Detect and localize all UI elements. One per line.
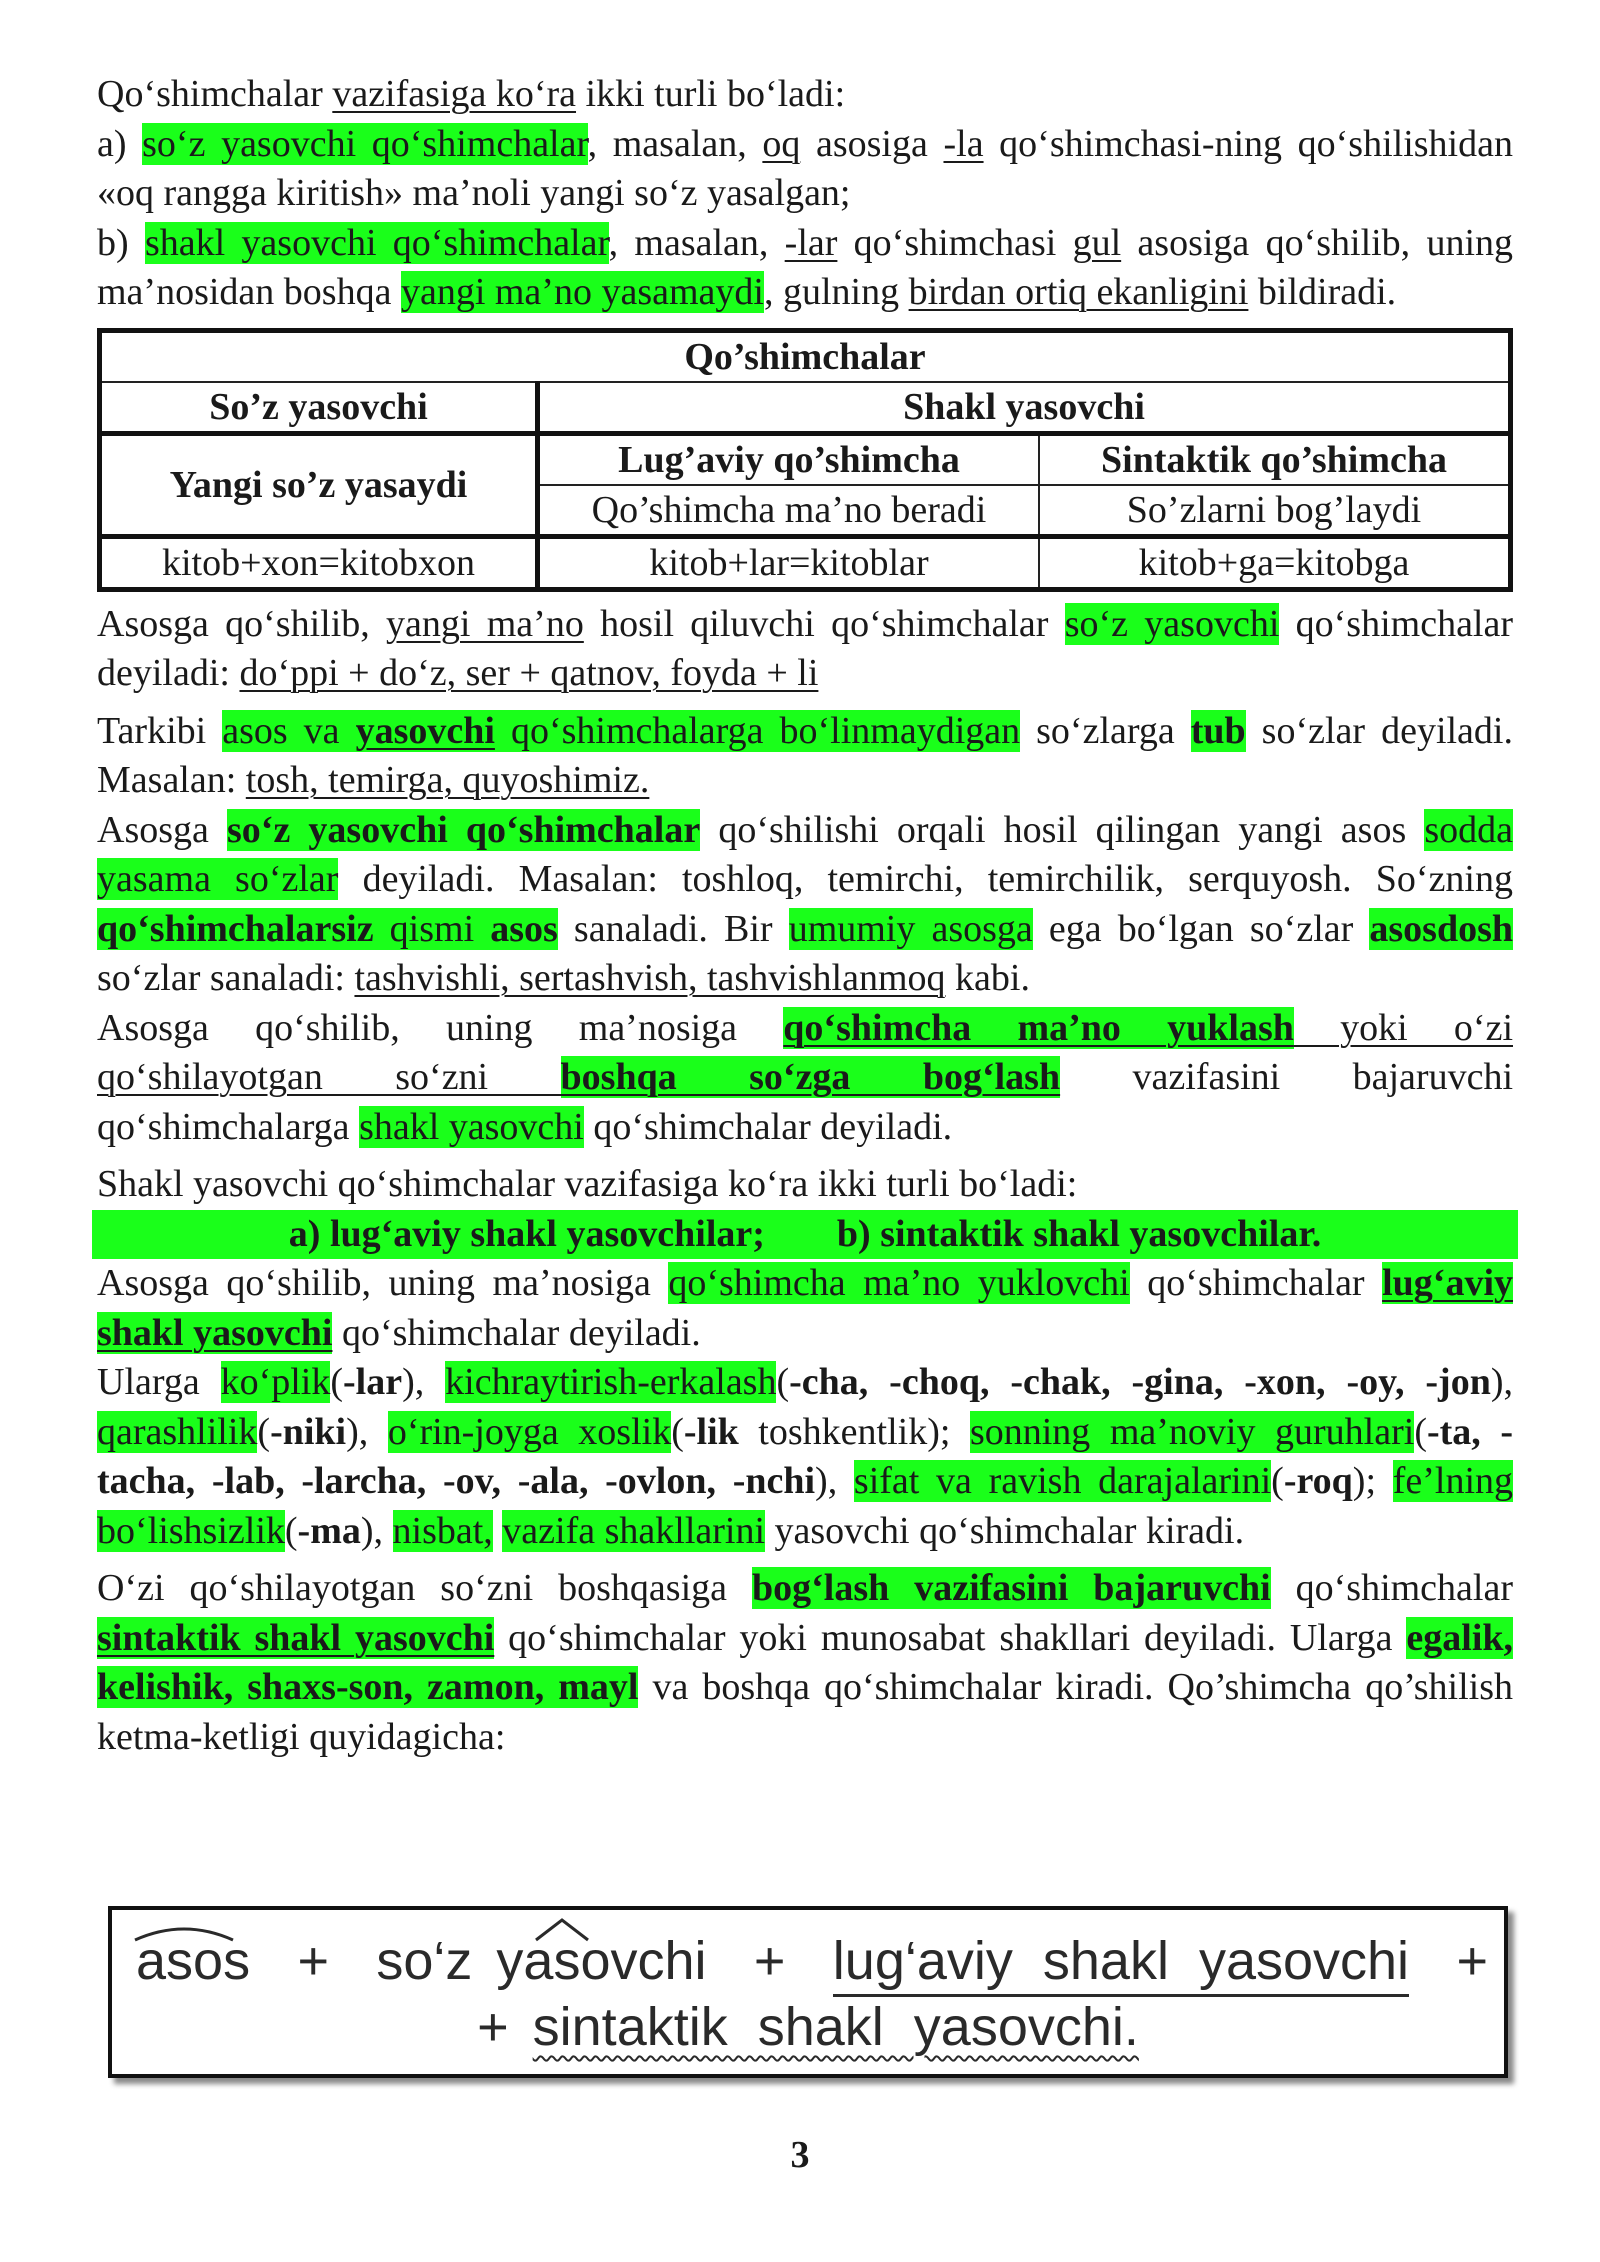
highlighted-term: shakl yasovchi qo‘shimchalar bbox=[144, 221, 609, 264]
bold-suffix: -ta, -tacha, -lab, -larcha, -ov, -ala, -ovlon, -nchi bbox=[97, 1410, 1513, 1502]
page-number: 3 bbox=[790, 2134, 810, 2176]
highlighted-term: bog‘lash vazifasini bajaruvchi bbox=[751, 1567, 1271, 1609]
bold-suffix: -lik bbox=[683, 1410, 739, 1453]
band-item-sintaktik: b) sintaktik shakl yasovchilar. bbox=[836, 1212, 1322, 1255]
highlighted-term: shakl yasovchi bbox=[359, 1105, 584, 1148]
suffix-classification-table bbox=[97, 328, 1513, 592]
table-cell-sintaktik-desc: So’zlarni bog’laydi bbox=[1039, 485, 1511, 537]
table-cell-example-2: kitob+lar=kitoblar bbox=[538, 536, 1040, 589]
text: ( bbox=[776, 1361, 790, 1403]
text: Tarkibi bbox=[97, 709, 223, 752]
text: Ularga bbox=[97, 1361, 221, 1403]
text: , masalan, bbox=[587, 122, 763, 165]
text: ( bbox=[330, 1361, 344, 1403]
text: qo‘shimchalar deyiladi. bbox=[583, 1105, 953, 1148]
text: ikki turli bo‘ladi: bbox=[576, 73, 846, 115]
text: qo‘shimchalar yoki munosabat shakllari deyiladi. Ularga bbox=[494, 1616, 1407, 1659]
text: qo‘shimchalar bbox=[1270, 1567, 1513, 1609]
underlined-text: qo‘shilayotgan so‘zni bbox=[97, 1056, 561, 1098]
highlighted-term: qarashlilik bbox=[97, 1410, 258, 1453]
text: , masalan, bbox=[608, 221, 785, 264]
highlighted-term: tub bbox=[1190, 709, 1246, 752]
paragraph-lugaviy bbox=[97, 1259, 1513, 1358]
formula-plus: + bbox=[297, 1931, 329, 1991]
table-cell-lugaviy-desc: Qo’shimcha ma’no beradi bbox=[538, 485, 1040, 537]
line bbox=[97, 1103, 1513, 1153]
formula-line-1 bbox=[136, 1930, 1488, 1997]
highlighted-term: qo‘shimcha ma’no yuklash bbox=[783, 1006, 1294, 1049]
underlined-text: birdan ortiq ekanligini bbox=[908, 271, 1249, 313]
formula-line-2 bbox=[112, 1996, 1504, 2058]
highlighted-term: asos bbox=[490, 907, 558, 950]
text: Asosga bbox=[97, 808, 227, 851]
bold-suffix: -lar bbox=[343, 1361, 403, 1403]
paragraph-shakl-yasovchi bbox=[97, 1004, 1513, 1153]
text: ega bo‘lgan so‘zlar bbox=[1032, 907, 1370, 950]
text: qo‘shilishi orqali hosil qilingan yangi asos bbox=[700, 808, 1425, 851]
green-band-types bbox=[92, 1210, 1518, 1260]
text: so‘zlarga bbox=[1020, 709, 1191, 752]
text: yasovchi qo‘shimchalar kiradi. bbox=[765, 1509, 1245, 1552]
text: ( bbox=[1271, 1460, 1284, 1502]
paragraph-ikki-turli: Shakl yasovchi qo‘shimchalar vazifasiga ko‘ra ikki turli bo‘ladi: bbox=[97, 1163, 1078, 1205]
line bbox=[97, 1004, 1513, 1054]
table-cell-example-3: kitob+ga=kitobga bbox=[1039, 536, 1511, 589]
table-cell-lugaviy: Lug’aviy qo’shimcha bbox=[538, 433, 1040, 485]
formula-sintaktik: sintaktik shakl yasovchi. bbox=[532, 1997, 1139, 2057]
highlighted-term: vazifa shakllarini bbox=[502, 1509, 766, 1552]
highlighted-term: yangi ma’no yasamaydi bbox=[400, 271, 764, 313]
text: a) bbox=[97, 122, 143, 165]
highlighted-term: ko‘plik bbox=[220, 1361, 331, 1403]
text: qo‘shimchalar bbox=[1129, 1262, 1383, 1304]
text: bildiradi. bbox=[1248, 271, 1397, 313]
text: qo‘shimchalarga bbox=[97, 1105, 360, 1148]
table-cell-sintaktik: Sintaktik qo’shimcha bbox=[1039, 433, 1511, 485]
text: ( bbox=[671, 1410, 684, 1453]
formula-plus: + bbox=[1456, 1931, 1488, 1991]
text: ), bbox=[1490, 1361, 1513, 1403]
text: kabi. bbox=[945, 957, 1030, 999]
highlighted-term: boshqa so‘zga bog‘lash bbox=[560, 1056, 1061, 1098]
table-cell-example-1: kitob+xon=kitobxon bbox=[100, 536, 538, 589]
paragraph-intro bbox=[97, 70, 1513, 318]
formula-hat-word bbox=[496, 1930, 706, 1992]
text: qo‘shimchalar deyiladi: bbox=[97, 602, 1514, 694]
text: ), bbox=[815, 1460, 854, 1502]
bold-suffix: -ma bbox=[297, 1509, 361, 1552]
highlighted-term: sonning ma’noviy guruhlari bbox=[969, 1410, 1415, 1453]
table-cell-yangi-soz: Yangi so’z yasaydi bbox=[100, 433, 538, 536]
highlighted-term: sifat va ravish darajalarini bbox=[853, 1460, 1272, 1502]
table-header-soz-yasovchi: So’z yasovchi bbox=[100, 382, 538, 434]
text: sanaladi. Bir bbox=[557, 907, 789, 950]
suffix-order-formula-box bbox=[108, 1906, 1508, 2078]
text: ), bbox=[360, 1509, 393, 1552]
text: deyiladi. Masalan: toshloq, temirchi, temirchilik, serquyosh. So‘zning bbox=[338, 858, 1513, 900]
highlighted-term: sodda yasama so‘zlar bbox=[97, 808, 1514, 900]
text bbox=[493, 1510, 503, 1552]
formula-plus: + bbox=[477, 1997, 509, 2057]
formula-soz-yasovchi bbox=[376, 1930, 706, 1992]
highlighted-term: egalik, kelishik, shaxs-son, zamon, mayl bbox=[97, 1616, 1514, 1708]
formula-asos-text: asos bbox=[136, 1931, 251, 1991]
highlighted-term: asos va bbox=[222, 709, 356, 752]
text: va boshqa qo‘shimchalar kiradi. Qo’shimcha qo’shilish ketma-ketligi quyidagicha: bbox=[97, 1666, 1513, 1758]
text: qo‘shimchasi bbox=[837, 221, 1073, 264]
text: b) bbox=[97, 221, 145, 264]
highlighted-term: lug‘aviy shakl yasovchi bbox=[97, 1262, 1513, 1354]
text: so‘zlar deyiladi. Masalan: bbox=[97, 709, 1513, 801]
caret-mark-icon bbox=[532, 1916, 592, 1942]
paragraph-soz-yasovchi bbox=[97, 600, 1513, 699]
text: ), bbox=[346, 1410, 388, 1453]
text: vazifasini bajaruvchi bbox=[1060, 1056, 1513, 1098]
underlined-text: gul bbox=[1072, 221, 1122, 264]
text: ), bbox=[402, 1361, 446, 1403]
highlighted-term: qo‘shimchalarsiz bbox=[97, 907, 374, 950]
highlighted-term: so‘z yasovchi qo‘shimchalar bbox=[142, 122, 588, 165]
paragraph-sintaktik bbox=[97, 1564, 1513, 1762]
text: ( bbox=[1414, 1410, 1427, 1453]
formula-plus: + bbox=[753, 1931, 786, 1991]
text: ( bbox=[284, 1509, 298, 1552]
text: ( bbox=[257, 1410, 271, 1453]
text: Asosga qo‘shilib, uning ma’nosiga bbox=[97, 1262, 669, 1304]
underlined-text: yangi ma’no bbox=[386, 602, 584, 645]
text: Asosga qo‘shilib, uning ma’nosiga bbox=[97, 1006, 784, 1049]
text: Qo‘shimchalar bbox=[97, 73, 333, 115]
text: toshkentlik); bbox=[738, 1410, 970, 1453]
suffix-classification-table-wrap bbox=[97, 328, 1513, 592]
paragraph-ularga bbox=[97, 1358, 1513, 1556]
text: so‘zlar sanaladi: bbox=[97, 957, 355, 999]
paragraph-tub-sozlar bbox=[97, 707, 1513, 806]
page-content bbox=[97, 70, 1513, 1762]
text: Asosga qo‘shilib, bbox=[97, 602, 387, 645]
underlined-text: do‘ppi + do‘z, ser + qatnov, foyda + li bbox=[239, 652, 819, 694]
highlighted-term: qo‘shimcha ma’no yuklovchi bbox=[668, 1262, 1130, 1304]
formula-word: yasovchi bbox=[496, 1931, 707, 1991]
text: asosiga qo‘shilib, uning ma’nosidan boshqa bbox=[97, 221, 1514, 313]
formula-lugaviy: lug‘aviy shakl yasovchi bbox=[833, 1930, 1409, 1997]
text: qo‘shimchalar deyiladi. bbox=[332, 1311, 701, 1354]
line bbox=[97, 1053, 1513, 1103]
highlighted-term: yasovchi bbox=[355, 709, 495, 752]
arc-mark-icon bbox=[132, 1922, 236, 1942]
highlighted-term: sintaktik shakl yasovchi bbox=[97, 1616, 495, 1659]
text: asosiga bbox=[800, 122, 944, 165]
highlighted-term: o‘rin-joyga xoslik bbox=[387, 1410, 672, 1453]
underlined-text: tashvishli, sertashvish, tashvishlanmoq bbox=[354, 957, 946, 999]
highlighted-term: qo‘shimchalarga bo‘linmaydigan bbox=[494, 709, 1021, 752]
highlighted-term: nisbat, bbox=[392, 1509, 493, 1552]
text: ); bbox=[1352, 1460, 1393, 1502]
highlighted-term: fe’lning bo‘lishsizlik bbox=[97, 1460, 1514, 1552]
bold-suffix: -niki bbox=[270, 1410, 347, 1453]
paragraph-sodda-yasama bbox=[97, 806, 1513, 1004]
bold-suffix: -cha, -choq, -chak, -gina, -xon, -oy, -jon bbox=[789, 1361, 1491, 1403]
underlined-text: yoki o‘zi bbox=[1293, 1006, 1513, 1049]
highlighted-term: asosdosh bbox=[1369, 907, 1514, 950]
text: qo‘shimchasi-ning qo‘shilishidan «oq rangga kiritish» ma’noli yangi so‘z yasalgan; bbox=[97, 122, 1513, 214]
text: hosil qiluvchi qo‘shimchalar bbox=[583, 602, 1065, 645]
underlined-text: -lar bbox=[784, 221, 838, 264]
highlighted-term: qismi bbox=[373, 907, 491, 950]
table-title: Qo’shimchalar bbox=[100, 330, 1511, 382]
bold-suffix: -roq bbox=[1283, 1460, 1353, 1502]
formula-asos bbox=[136, 1930, 250, 1992]
highlighted-term: so‘z yasovchi bbox=[1064, 602, 1280, 645]
formula-word: so‘z bbox=[376, 1931, 473, 1991]
text: , gulning bbox=[763, 271, 909, 313]
band-item-lugaviy: a) lug‘aviy shakl yasovchilar; bbox=[288, 1212, 765, 1255]
highlighted-term: kichraytirish-erkalash bbox=[445, 1361, 777, 1403]
underlined-text: vazifasiga ko‘ra bbox=[332, 73, 577, 115]
underlined-text: tosh, temirga, quyoshimiz. bbox=[245, 759, 650, 801]
highlighted-term: umumiy asosga bbox=[788, 907, 1033, 950]
text: O‘zi qo‘shilayotgan so‘zni boshqasiga bbox=[97, 1567, 752, 1609]
underlined-text: oq bbox=[762, 122, 801, 165]
table-header-shakl-yasovchi: Shakl yasovchi bbox=[538, 382, 1511, 434]
underlined-text: -la bbox=[943, 122, 984, 165]
highlighted-term: so‘z yasovchi qo‘shimchalar bbox=[227, 808, 701, 851]
